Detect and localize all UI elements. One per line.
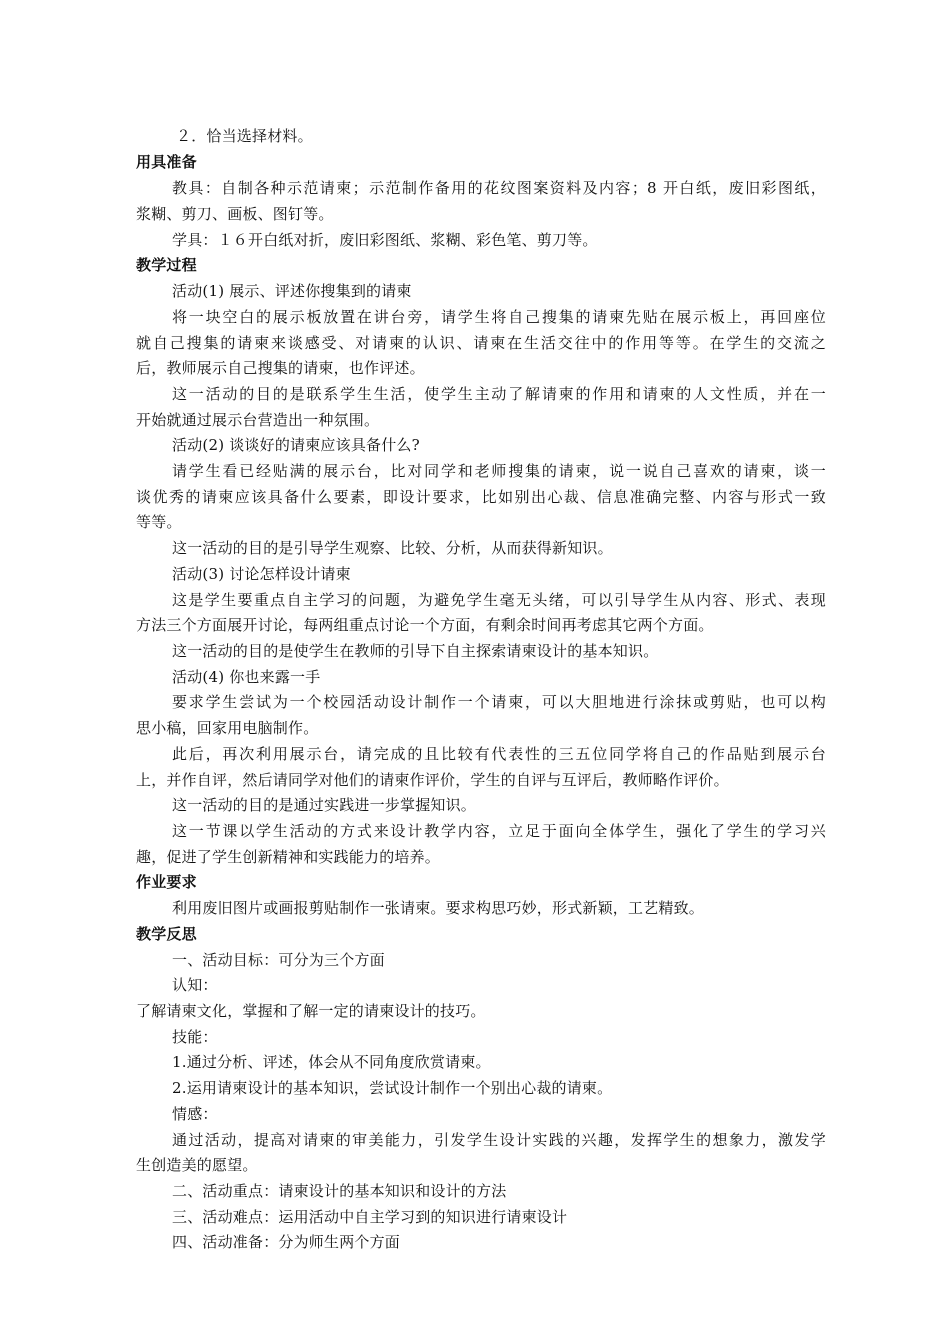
paragraph-line: 四、活动准备：分为师生两个方面	[172, 1233, 401, 1251]
paragraph-line: 一、活动目标：可分为三个方面	[172, 951, 385, 969]
section-heading: 作业要求	[136, 873, 197, 891]
section-heading: 用具准备	[136, 153, 197, 171]
activity-title: 活动(2) 谈谈好的请柬应该具备什么?	[172, 436, 420, 454]
paragraph-line: 开始就通过展示台营造出一种氛围。	[136, 411, 380, 429]
paragraph-line: 就自己搜集的请柬来谈感受、对请柬的认识、请柬在生活交往中的作用等等。在学生的交流之	[136, 334, 826, 352]
paragraph-line: 利用废旧图片或画报剪贴制作一张请柬。要求构思巧妙，形式新颖，工艺精致。	[172, 899, 705, 917]
paragraph-line: 教具：自制各种示范请柬；示范制作备用的花纹图案资料及内容；8 开白纸，废旧彩图纸，	[172, 179, 826, 197]
section-heading: 教学过程	[136, 256, 197, 274]
paragraph-line: 请学生看已经贴满的展示台，比对同学和老师搜集的请柬，说一说自己喜欢的请柬，谈一	[172, 462, 826, 480]
subheading: 情感：	[172, 1105, 218, 1123]
section-heading: 教学反思	[136, 925, 197, 943]
paragraph-line: 方法三个方面展开讨论，每两组重点讨论一个方面，有剩余时间再考虑其它两个方面。	[136, 616, 714, 634]
paragraph-line: 这一活动的目的是使学生在教师的引导下自主探索请柬设计的基本知识。	[172, 642, 659, 660]
paragraph-line: 等等。	[136, 513, 182, 531]
paragraph-line: 此后，再次利用展示台，请完成的且比较有代表性的三五位同学将自己的作品贴到展示台	[172, 745, 826, 763]
paragraph-line: 上，并作自评，然后请同学对他们的请柬作评价，学生的自评与互评后，教师略作评价。	[136, 771, 729, 789]
paragraph-line: 二、活动重点：请柬设计的基本知识和设计的方法	[172, 1182, 507, 1200]
paragraph-line: 了解请柬文化，掌握和了解一定的请柬设计的技巧。	[136, 1002, 486, 1020]
paragraph-line: 思小稿，回家用电脑制作。	[136, 719, 319, 737]
list-item: 1.通过分析、评述，体会从不同角度欣赏请柬。	[172, 1053, 491, 1071]
activity-title: 活动(4) 你也来露一手	[172, 668, 321, 686]
list-item: 2.运用请柬设计的基本知识，尝试设计制作一个别出心裁的请柬。	[172, 1079, 613, 1097]
paragraph-line: 要求学生尝试为一个校园活动设计制作一个请柬，可以大胆地进行涂抹或剪贴，也可以构	[172, 693, 826, 711]
paragraph-line: 这一活动的目的是引导学生观察、比较、分析，从而获得新知识。	[172, 539, 613, 557]
paragraph-line: 这一活动的目的是联系学生生活，使学生主动了解请柬的作用和请柬的人文性质，并在一	[172, 385, 826, 403]
paragraph-line: 生创造美的愿望。	[136, 1156, 258, 1174]
list-item: ２．恰当选择材料。	[176, 127, 313, 145]
subheading: 技能：	[172, 1028, 218, 1046]
paragraph-line: 通过活动，提高对请柬的审美能力，引发学生设计实践的兴趣，发挥学生的想象力，激发学	[172, 1131, 826, 1149]
paragraph-line: 这一活动的目的是通过实践进一步掌握知识。	[172, 796, 477, 814]
paragraph-line: 将一块空白的展示板放置在讲台旁，请学生将自己搜集的请柬先贴在展示板上，再回座位	[172, 308, 826, 326]
activity-title: 活动(3) 讨论怎样设计请柬	[172, 565, 351, 583]
paragraph-line: 浆糊、剪刀、画板、图钉等。	[136, 205, 334, 223]
paragraph-line: 这一节课以学生活动的方式来设计教学内容，立足于面向全体学生，强化了学生的学习兴	[172, 822, 826, 840]
paragraph-line: 学具：１６开白纸对折，废旧彩图纸、浆糊、彩色笔、剪刀等。	[172, 231, 598, 249]
paragraph-line: 趣，促进了学生创新精神和实践能力的培养。	[136, 848, 441, 866]
paragraph-line: 这是学生要重点自主学习的问题，为避免学生毫无头绪，可以引导学生从内容、形式、表现	[172, 591, 826, 609]
activity-title: 活动(1) 展示、评述你搜集到的请柬	[172, 282, 412, 300]
paragraph-line: 三、活动难点：运用活动中自主学习到的知识进行请柬设计	[172, 1208, 568, 1226]
paragraph-line: 后，教师展示自己搜集的请柬，也作评述。	[136, 359, 425, 377]
subheading: 认知：	[172, 976, 218, 994]
paragraph-line: 谈优秀的请柬应该具备什么要素，即设计要求，比如别出心裁、信息准确完整、内容与形式一致	[136, 488, 826, 506]
